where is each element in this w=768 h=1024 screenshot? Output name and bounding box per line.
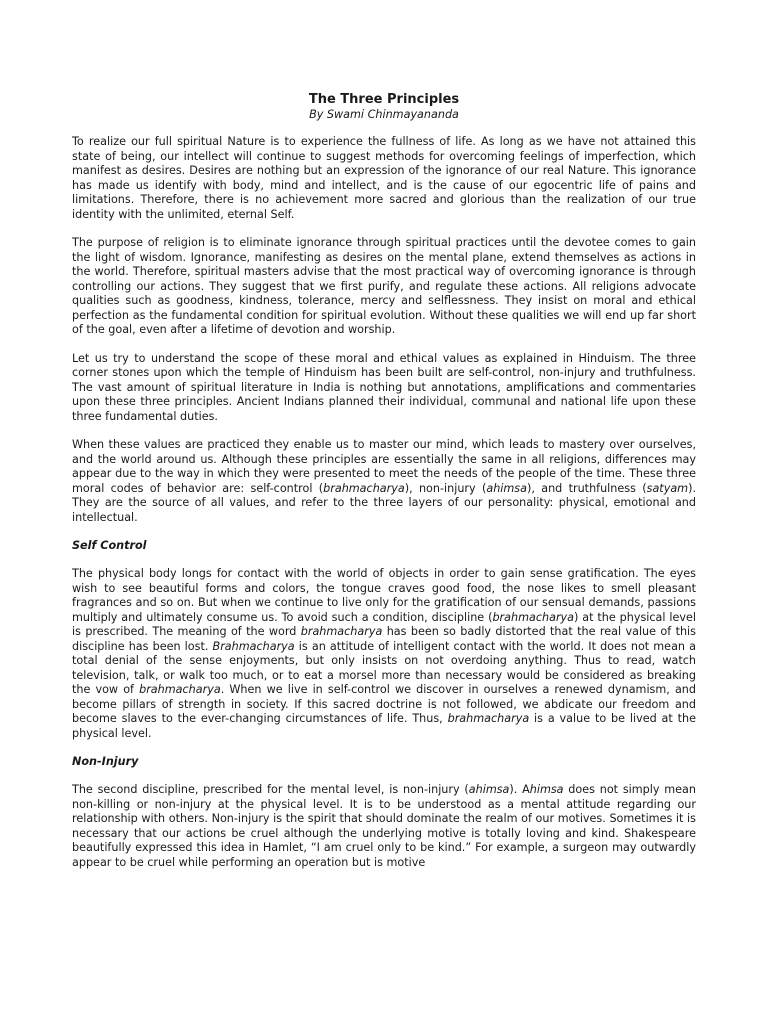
paragraph-intro-1: To realize our full spiritual Nature is to experience the fullness of life. As long as we have not attained this state of being, our intellect will continue to suggest methods for overcoming feelings of imperfection, which manifest as desires. Desires are nothing but an expression of the ignorance of our real Nature. This ignorance has made us identify with body, mind and intellect, and is the cause of our egocentric life of pains and limitations. Therefore, there is no achievement more sacred and glorious than the realization of our true identity with the unlimited, eternal Self. — [72, 135, 696, 221]
text-run: ), and truthfulness ( — [526, 481, 647, 495]
term-ahimsa: ahimsa — [468, 783, 510, 796]
term-brahmacharya: brahmacharya — [300, 625, 383, 638]
term-ahimsa: ahimsa — [486, 481, 527, 495]
paragraph-intro-4 — [72, 438, 696, 525]
term-brahmacharya: brahmacharya — [323, 481, 405, 495]
section-heading-non-injury: Non-Injury — [72, 755, 139, 768]
text-run: The physical body longs for contact with the world of objects in order to gain sense gratification. The eyes wish to see beautiful forms and colors, the tongue craves good food, the nose likes to smell pleasant fragrances and so on. But when we continue to live only for the gratification of our sensual demands, passions multiply and ultimately consume us. To avoid such a condition, discipline ( — [72, 567, 696, 624]
text-run: ). A — [509, 783, 530, 796]
text-run: is an attitude of intelligent contact with the world. It does not mean a total denial of the sense enjoyments, but only insists on not overdoing anything. Thus to read, watch television, talk, or walk too much, or to eat a morsel more than necessary would be considered as breaking the vow of — [72, 639, 696, 696]
paragraph-intro-3: Let us try to understand the scope of these moral and ethical values as explained in Hinduism. The three corner stones upon which the temple of Hinduism has been built are self-control, non-injury and truthfulness. The vast amount of spiritual literature in India is nothing but annotations, amplifications and commentaries upon these three principles. Ancient Indians planned their individual, communal and national life upon these three fundamental duties. — [72, 351, 696, 423]
document-author: By Swami Chinmayananda — [309, 108, 459, 121]
section-heading-self-control: Self Control — [72, 539, 147, 552]
text-run: The second discipline, prescribed for the mental level, is non-injury ( — [72, 783, 469, 796]
term-ahimsa: himsa — [529, 783, 564, 796]
text-run: is a value to be lived at the physical level. — [72, 712, 696, 740]
paragraph-self-control-1 — [72, 567, 696, 741]
text-run: has been so badly distorted that the real value of this discipline has been lost. — [72, 625, 696, 653]
term-satyam: satyam — [646, 481, 689, 495]
paragraph-non-injury-1 — [72, 783, 696, 870]
text-run: When these values are practiced they enable us to master our mind, which leads to mastery over ourselves, and the world around us. Although these principles are essentially the same in all religions, differences may appear due to the way in which they were presented to meet the needs of the people of the time. These three moral codes of behavior are: self-control ( — [72, 438, 696, 495]
text-run: ), non-injury ( — [404, 481, 487, 495]
paragraph-intro-2: The purpose of religion is to eliminate ignorance through spiritual practices until the devotee comes to gain the light of wisdom. Ignorance, manifesting as desires on the mental plane, extend themselves as actions in the world. Therefore, spiritual masters advise that the most practical way of overcoming ignorance is through controlling our actions. They suggest that we first purify, and regulate these actions. All religions advocate qualities such as goodness, kindness, tolerance, mercy and selflessness. They insist on moral and ethical perfection as the fundamental condition for spiritual evolution. Without these qualities we will end up far short of the goal, even after a lifetime of devotion and worship. — [72, 236, 696, 336]
term-brahmacharya: brahmacharya — [492, 610, 575, 624]
document-title: The Three Principles — [308, 92, 460, 107]
term-brahmacharya: brahmacharya — [447, 712, 530, 725]
text-run: . When we live in self-control we discover in ourselves a renewed dynamism, and become pillars of strength in society. If this sacred doctrine is not followed, we abdicate our freedom and become slaves to the ever-changing circumstances of life. Thus, — [72, 683, 696, 725]
text-run: ). They are the source of all values, and refer to the three layers of our personality: physical, emotional and intellectual. — [72, 481, 696, 524]
text-run: does not simply mean non-killing or non-injury at the physical level. It is to be understood as a mental attitude regarding our relationship with others. Non-injury is the spirit that should dominate the realm of our motives. Sometimes it is necessary that our actions be cruel although the underlying motive is totally loving and kind. Shakespeare beautifully expressed this idea in Hamlet, “I am cruel only to be kind.” For example, a surgeon may outwardly appear to be cruel while performing an operation but is motive — [72, 783, 696, 869]
text-run: ) at the physical level is prescribed. The meaning of the word — [72, 610, 696, 638]
term-brahmacharya: brahmacharya — [139, 683, 221, 696]
term-brahmacharya: Brahmacharya — [212, 639, 295, 653]
